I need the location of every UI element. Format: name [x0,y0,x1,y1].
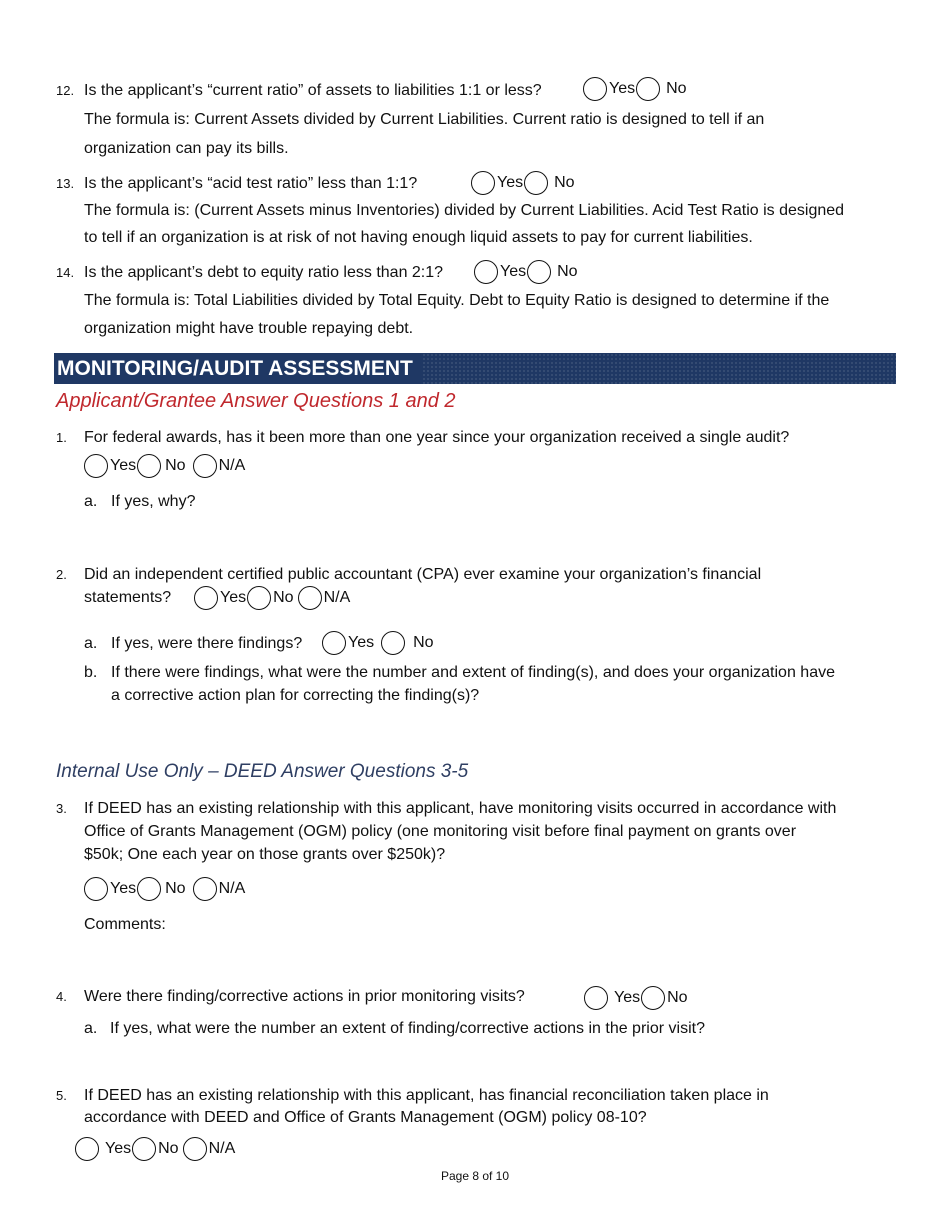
q12-formula-line1: The formula is: Current Assets divided by Current Liabilities. Current ratio is designed to tell if an [84,111,765,128]
q14-no-radio[interactable] [527,260,551,284]
q4-no-radio[interactable] [641,986,665,1010]
q3-na-radio[interactable] [193,877,217,901]
q2a-text: If yes, were there findings? [111,635,303,652]
q5-line1: If DEED has an existing relationship with this applicant, has financial reconciliation taken place in [84,1087,769,1104]
internal-heading: Internal Use Only – DEED Answer Questions 3-5 [56,761,469,782]
q4-number: 4. [56,989,67,1004]
q14-yes-radio[interactable] [474,260,498,284]
q2-number: 2. [56,567,67,582]
q2-text-line1: Did an independent certified public accountant (CPA) ever examine your organization’s financial [84,566,762,583]
q4a-marker: a. [84,1020,98,1037]
q3-line1: If DEED has an existing relationship with this applicant, have monitoring visits occurred in accordance with [84,800,837,817]
applicant-heading: Applicant/Grantee Answer Questions 1 and 2 [56,390,456,412]
section-banner [54,353,896,384]
q12-text: Is the applicant’s “current ratio” of assets to liabilities 1:1 or less? [84,82,542,99]
section-title: MONITORING/AUDIT ASSESSMENT [57,357,413,380]
q2-text-line2: statements? [84,589,172,606]
q5-na-radio[interactable] [183,1137,207,1161]
q2-no-label: No [273,589,294,606]
q1-yes-label: Yes [110,457,137,474]
q14-no-label: No [557,263,578,280]
q4-no-label: No [667,989,688,1006]
q5-no-radio[interactable] [132,1137,156,1161]
q1-text: For federal awards, has it been more than one year since your organization received a single audit? [84,429,790,446]
q5-no-label: No [158,1140,179,1157]
q14-yes-label: Yes [500,263,527,280]
q14-text: Is the applicant’s debt to equity ratio less than 2:1? [84,264,444,281]
q4-yes-radio[interactable] [584,986,608,1010]
q3-options [84,877,245,901]
q12-formula-line2: organization can pay its bills. [84,140,289,157]
q4-options [584,986,688,1010]
q2-options [194,586,350,610]
q14-formula-line1: The formula is: Total Liabilities divided by Total Equity. Debt to Equity Ratio is designed to determine if the [84,292,830,309]
q4-text: Were there finding/corrective actions in prior monitoring visits? [84,988,525,1005]
q12-no-radio[interactable] [636,77,660,101]
q13-text: Is the applicant’s “acid test ratio” less than 1:1? [84,175,418,192]
q2-na-label: N/A [323,589,351,606]
q3-no-radio[interactable] [137,877,161,901]
q2a-marker: a. [84,635,98,652]
q12-number: 12. [56,83,75,98]
q3-comments-label: Comments: [84,916,166,933]
q12-yes-label: Yes [609,80,636,97]
q3-yes-radio[interactable] [84,877,108,901]
q1-na-radio[interactable] [193,454,217,478]
q1-no-radio[interactable] [137,454,161,478]
q2a-no-label: No [413,634,434,651]
q12-no-label: No [666,80,687,97]
q1-yes-radio[interactable] [84,454,108,478]
q5-number: 5. [56,1088,67,1103]
q2a-yes-label: Yes [348,634,375,651]
q3-yes-label: Yes [110,880,137,897]
q13-no-label: No [554,174,575,191]
q14-number: 14. [56,265,75,280]
q5-line2: accordance with DEED and Office of Grants Management (OGM) policy 08-10? [84,1109,647,1126]
q5-yes-radio[interactable] [75,1137,99,1161]
q13-options [471,171,575,195]
q1-na-label: N/A [218,457,246,474]
q2-na-radio[interactable] [298,586,322,610]
q3-number: 3. [56,801,67,816]
q4a-text: If yes, what were the number an extent of finding/corrective actions in the prior visit? [110,1020,705,1037]
q1-options [84,454,245,478]
q14-formula-line2: organization might have trouble repaying debt. [84,320,414,337]
q3-line3: $50k; One each year on those grants over $250k)? [84,846,446,863]
q4-yes-label: Yes [614,989,641,1006]
q3-na-label: N/A [218,880,246,897]
q3-line2: Office of Grants Management (OGM) policy (one monitoring visit before final payment on grants over [84,823,797,840]
page-number: Page 8 of 10 [440,1169,510,1183]
q2b-text-line2: a corrective action plan for correcting the finding(s)? [111,687,480,704]
q12-options [583,77,687,101]
q2-yes-label: Yes [220,589,247,606]
q1a-text: If yes, why? [111,493,196,510]
q2a-no-radio[interactable] [381,631,405,655]
q13-formula-line1: The formula is: (Current Assets minus Inventories) divided by Current Liabilities. Acid Test Ratio is designed [84,202,845,219]
q2a-yes-radio[interactable] [322,631,346,655]
q12-yes-radio[interactable] [583,77,607,101]
q5-na-label: N/A [208,1140,236,1157]
q13-yes-label: Yes [497,174,524,191]
q5-yes-label: Yes [105,1140,132,1157]
q2a-options [322,631,434,655]
q1-no-label: No [165,457,186,474]
q2-no-radio[interactable] [247,586,271,610]
q2-yes-radio[interactable] [194,586,218,610]
q1-number: 1. [56,430,67,445]
q3-no-label: No [165,880,186,897]
q2b-marker: b. [84,664,98,681]
q13-number: 13. [56,176,75,191]
q5-options [75,1137,235,1161]
q13-yes-radio[interactable] [471,171,495,195]
q2b-text-line1: If there were findings, what were the number and extent of finding(s), and does your organization have [111,664,835,681]
q13-formula-line2: to tell if an organization is at risk of not having enough liquid assets to pay for current liabilities. [84,229,753,246]
q13-no-radio[interactable] [524,171,548,195]
q1a-marker: a. [84,493,98,510]
q14-options [474,260,578,284]
